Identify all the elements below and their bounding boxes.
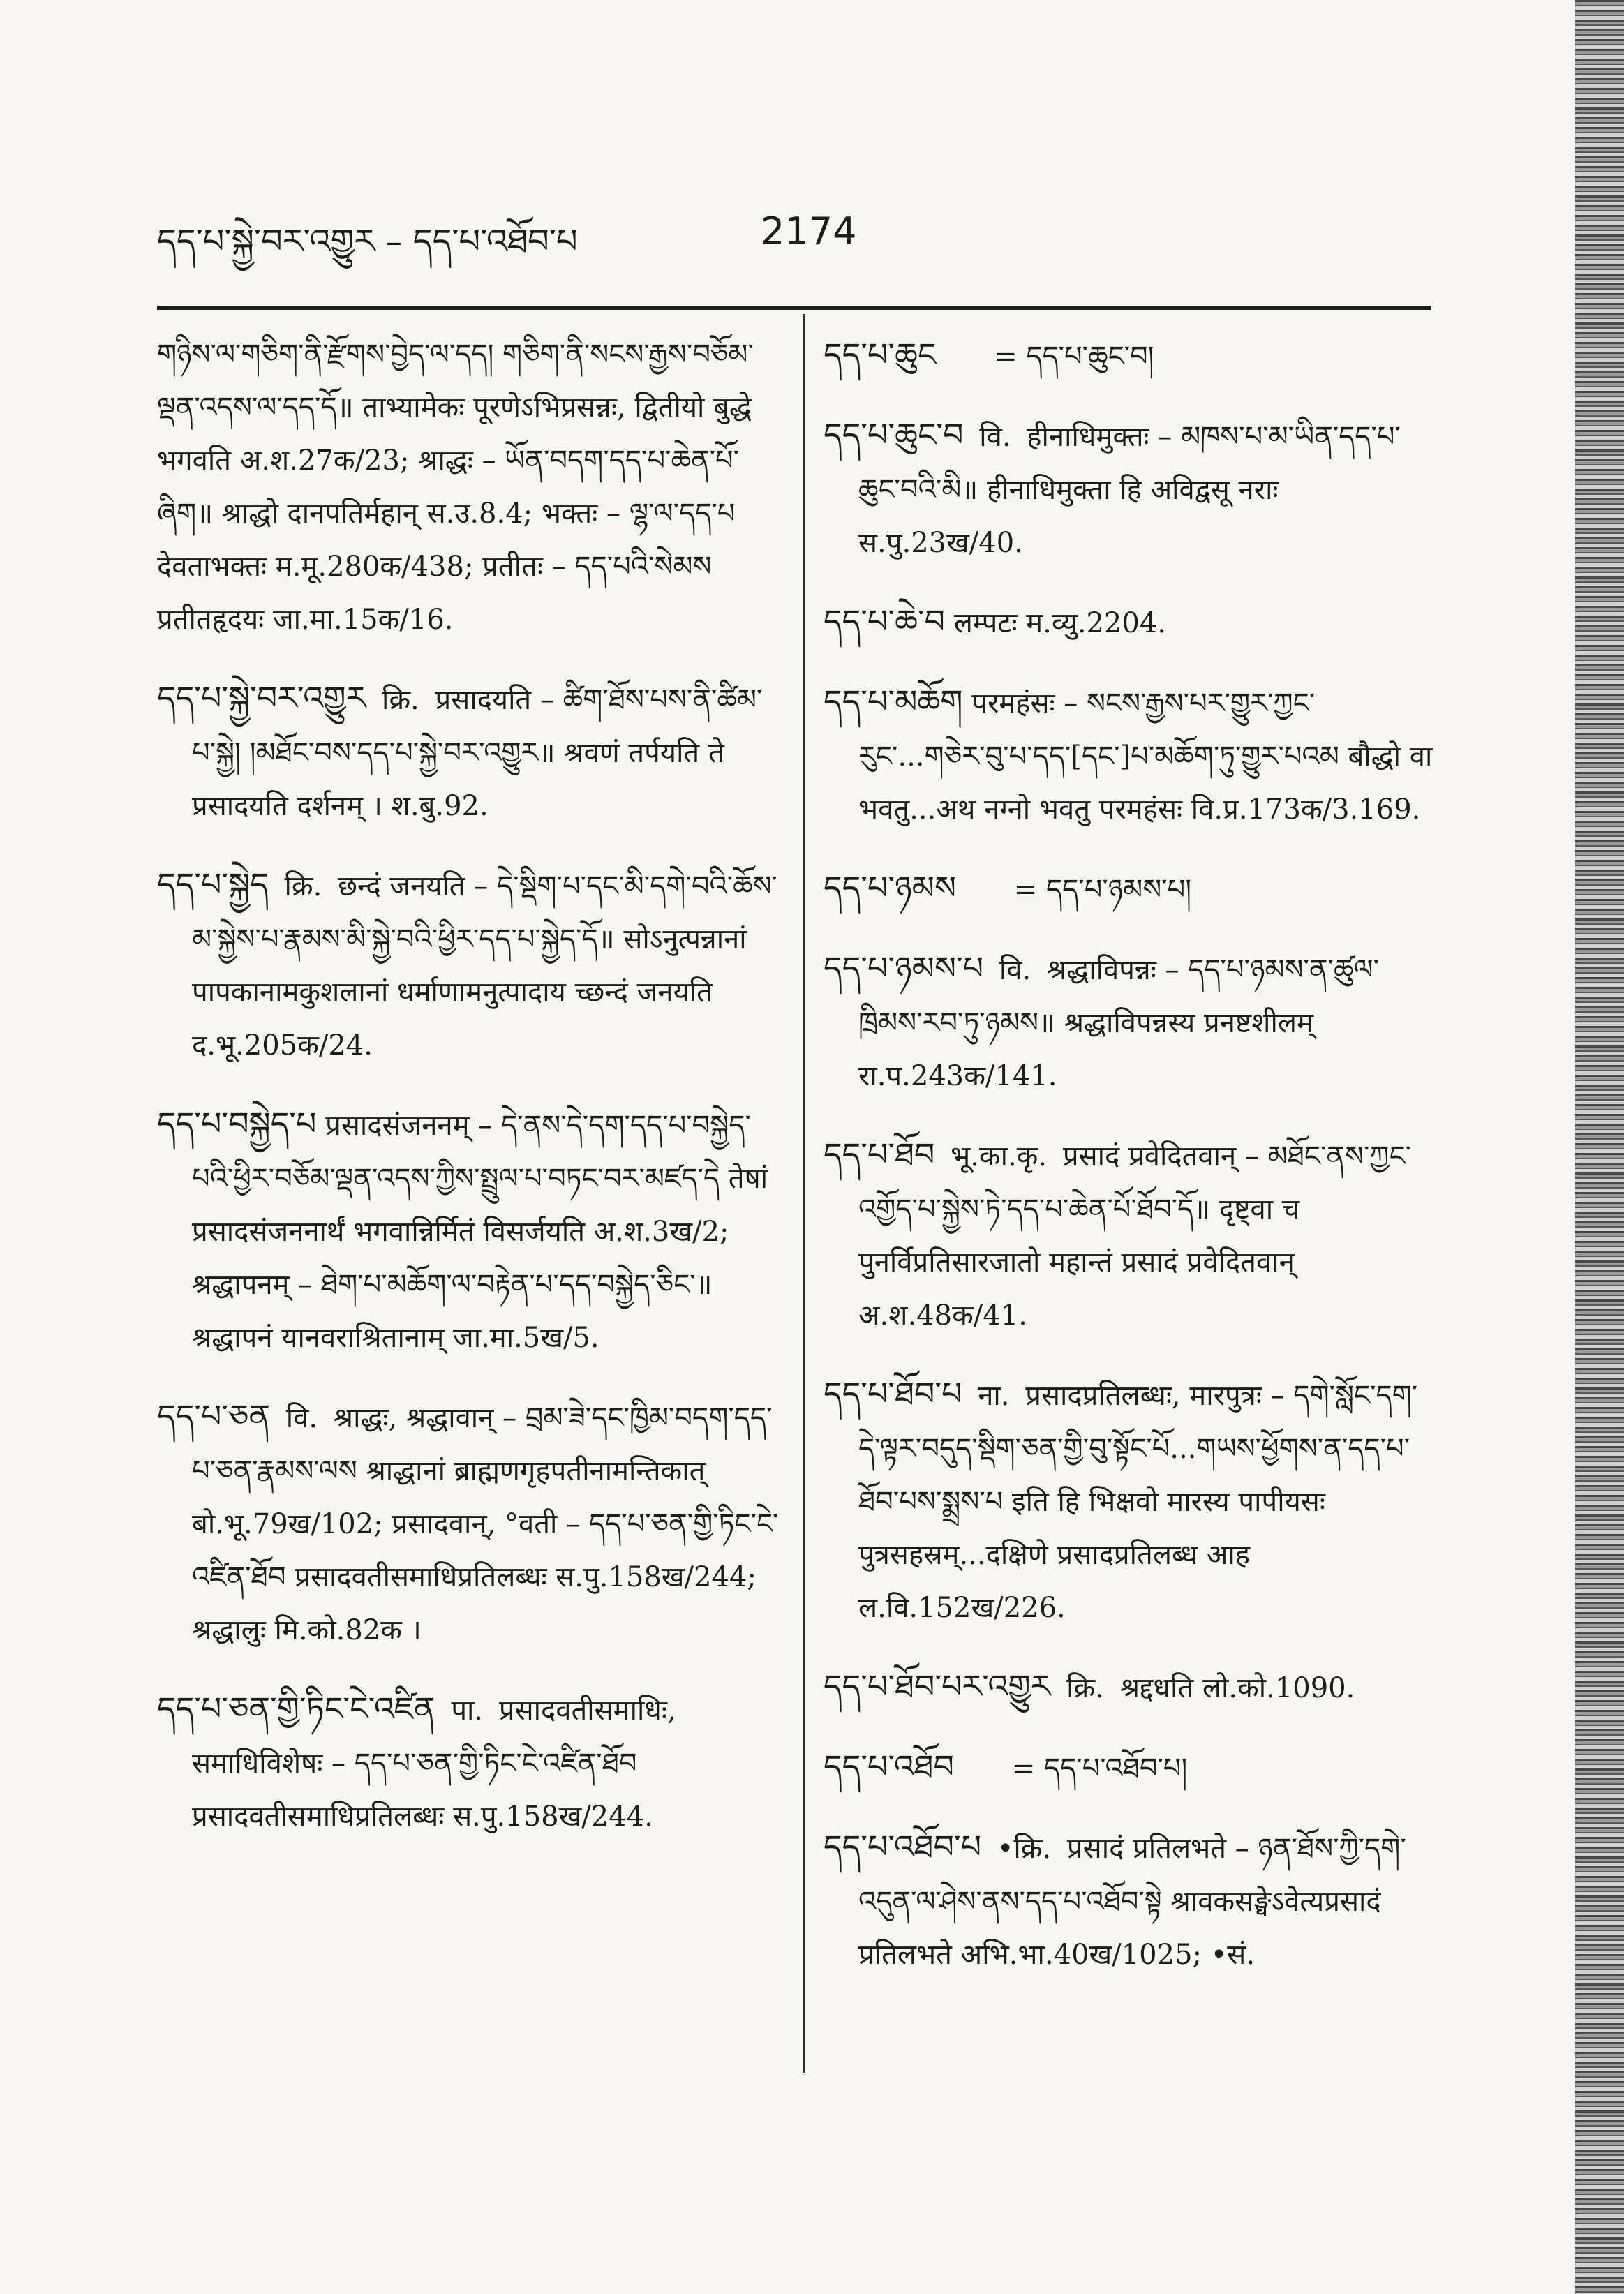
entry-text: श्रद्दधति लो.को.1090.: [1119, 1672, 1355, 1704]
entry-cross-reference: = དད་པ་ཉམས་པ།: [1013, 874, 1192, 906]
entry-grammar: वि.: [979, 421, 1011, 453]
dictionary-entry: [157, 671, 785, 833]
entry-text: श्राद्धः, श्रद्धावान् – བྲམ་ཟེ་དང་ཁྱིམ་བདག་དད་པ་ཅན་རྣམས་ལས श्राद्धानां ब्राह्मणगृहपतीनामन्तिकात् बो.भू.79ख/102; प्रसादवान्, °वती – དད་པ་ཅན་གྱི་ཏིང་ངེ་འཛིན་ཐོབ प्रसादवतीसमाधिप्रतिलब्धः स.पु.158ख/244; श्रद्धालुः मि.को.82क ।: [192, 1402, 779, 1646]
page-edge-shadow: [1575, 0, 1624, 2294]
entry-headword: དད་པ་འཐོབ་པ: [824, 1828, 982, 1865]
dictionary-entry: [157, 858, 785, 1072]
entry-headword: དད་པ་ཆུང་བ: [824, 416, 964, 454]
entry-grammar: भू.का.कृ.: [951, 1140, 1048, 1172]
entry-text: प्रसादप्रतिलब्धः, मारपुत्रः – དགེ་སློང་དག་དེ་ལྟར་བདུད་སྡིག་ཅན་གྱི་བུ་སྟོང་པོ...གཡས་ཕྱོགས་ན་དད་པ་ཐོབ་པས་སྨྲས་པ इति हि भिक्षवो मारस्य पापीयसः पुत्रसहस्रम्...दक्षिणे प्रसादप्रतिलब्ध आह ल.वि.152ख/226.: [858, 1380, 1418, 1624]
dictionary-entry: [157, 328, 785, 646]
entry-cross-reference: = དད་པ་འཐོབ་པ།: [1011, 1752, 1188, 1785]
entry-headword: དད་པ་མཆོག: [824, 683, 963, 720]
dictionary-entry: [157, 1097, 785, 1364]
entry-text: लम्पटः म.व्यु.2204.: [953, 607, 1166, 639]
entry-text: छन्दं जनयति – དེ་སྡིག་པ་དང་མི་དགེ་བའི་ཆོས་མ་སྐྱེས་པ་རྣམས་མི་སྐྱེ་བའི་ཕྱིར་དད་པ་སྐྱེད་དོ॥ सोऽनुत्पन्नानां पापकानामकुशलानां धर्माणामनुत्पादाय च्छन्दं जनयति द.भू.205क/24.: [192, 870, 777, 1062]
entry-headword: དད་པ་བསྐྱེད་པ: [157, 1105, 317, 1142]
entry-text: श्रद्धाविपन्नः – དད་པ་ཉམས་ན་ཚུལ་ཁྲིམས་རབ་ཏུ་ཉམས॥ श्रद्धाविपन्नस्य प्रनष्टशीलम् रा.प.243क/141.: [858, 954, 1380, 1092]
dictionary-entry: [824, 941, 1438, 1103]
left-column: [157, 328, 785, 1868]
entry-grammar: क्रि.: [381, 684, 419, 716]
entry-headword: དད་པ་ཐོབ་པ: [824, 1375, 962, 1413]
entry-grammar: क्रि.: [284, 870, 322, 902]
entry-text: परमहंसः – སངས་རྒྱས་པར་གྱུར་ཀྱང་རུང་...གཅེར་བུ་པ་དད་[དང་]པ་མཆོག་ཏུ་གྱུར་པའམ बौद्धो वा भवतु...अथ नग्नो भवतु परमहंसः वि.प्र.173क/3.169.: [858, 687, 1433, 826]
entry-grammar: वि.: [999, 954, 1031, 986]
page-number: 2174: [761, 209, 857, 253]
entry-headword: དད་པ་ཅན་གྱི་ཏིང་ངེ་འཛིན: [157, 1690, 435, 1727]
running-head: དད་པ་སྐྱེ་བར་འགྱུར – དད་པ་འཐོབ་པ: [157, 222, 578, 261]
entry-headword: དད་པ་ཆེ་བ: [824, 602, 945, 640]
entry-text: हीनाधिमुक्तः – མཁས་པ་མ་ཡིན་དད་པ་ཆུང་བའི་མི॥ हीनाधिमुक्ता हि अविद्वसू नराः स.पु.23ख/40.: [858, 421, 1401, 559]
entry-headword: དད་པ་ཐོབ: [824, 1135, 935, 1173]
entry-grammar: •क्रि.: [997, 1833, 1052, 1865]
entry-headword: དད་པ་ཆུང: [824, 336, 937, 373]
entry-grammar: क्रि.: [1066, 1672, 1104, 1704]
dictionary-entry: [824, 1660, 1438, 1715]
entry-cross-reference: = དད་པ་ཆུང་བ།: [994, 341, 1154, 373]
column-divider: [803, 314, 805, 2073]
entry-text: प्रसादयति – ཚིག་ཐོས་པས་ནི་ཚིམ་པ་སྐྱེ། །མཐོང་བས་དད་པ་སྐྱེ་བར་འགྱུར॥ श्रवणं तर्पयति ते प्रसादयति दर्शनम् । श.बु.92.: [192, 684, 763, 822]
entry-headword: དད་པ་སྐྱེ་བར་འགྱུར: [157, 679, 366, 717]
entry-headword: དད་པ་འཐོབ: [824, 1748, 954, 1785]
entry-headword: དད་པ་ཉམས: [824, 869, 957, 907]
entry-grammar: पा.: [451, 1695, 484, 1727]
dictionary-entry: [824, 328, 1438, 383]
entry-headword: དད་པ་ཐོབ་པར་འགྱུར: [824, 1667, 1051, 1705]
entry-text: प्रसादं प्रतिलभते – ཉན་ཐོས་ཀྱི་དགེ་འདུན་ལ་ཤེས་ནས་དད་པ་འཐོབ་སྟེ श्रावकसङ्घेऽवेत्यप्रसादं प्रतिलभते अभि.भा.40ख/1025; •सं.: [858, 1833, 1406, 1971]
entry-headword: དད་པ་སྐྱེད: [157, 865, 269, 903]
header-rule: [157, 306, 1431, 310]
entry-grammar: वि.: [285, 1402, 318, 1434]
dictionary-entry: [824, 675, 1438, 836]
dictionary-entry: [824, 861, 1438, 916]
entry-text: प्रसादं प्रवेदितवान् – མཐོང་ནས་ཀྱང་འགྱོད་པ་སྐྱེས་ཏེ་དད་པ་ཆེན་པོ་ཐོབ་དོ॥ दृष्ट्वा च पुनर्विप्रतिसारजातो महान्तं प्रसादं प्रवेदितवान् अ.श.48क/41.: [858, 1140, 1412, 1332]
entry-text: གཉིས་ལ་གཅིག་ནི་རྫོགས་བྱེད་ལ་དད། གཅིག་ནི་སངས་རྒྱས་བཅོམ་ལྡན་འདས་ལ་དད་དོ॥ ताभ्यामेकः पूरणेऽभिप्रसन्नः, द्वितीयो बुद्धे भगवति अ.श.27क/23; श्राद्धः – ཡོན་བདག་དད་པ་ཆེན་པོ་ཞིག॥ श्राद्धो दानपतिर्महान् स.उ.8.4; भक्तः – ལྷ་ལ་དད་པ देवताभक्तः म.मू.280क/438; प्रतीतः – དད་པའི་སེམས प्रतीतहृदयः जा.मा.15क/16.: [157, 338, 754, 636]
dictionary-entry: [824, 1128, 1438, 1342]
dictionary-entry: [824, 1367, 1438, 1634]
right-column: [824, 328, 1438, 2006]
dictionary-entry: [157, 1390, 785, 1657]
entry-headword: དད་པ་ཉམས་པ: [824, 949, 984, 987]
dictionary-entry: [824, 595, 1438, 650]
dictionary-entry: [824, 1740, 1438, 1795]
entry-text: प्रसादवतीसमाधिः, समाधिविशेषः – དད་པ་ཅན་གྱི་ཏིང་ངེ་འཛིན་ཐོབ प्रसादवतीसमाधिप्रतिलब्धः स.पु.158ख/244.: [192, 1695, 676, 1833]
dictionary-entry: [824, 408, 1438, 569]
dictionary-entry: [157, 1682, 785, 1843]
entry-text: प्रसादसंजननम् – དེ་ནས་དེ་དག་དད་པ་བསྐྱེད་པའི་ཕྱིར་བཅོམ་ལྡན་འདས་ཀྱིས་སྤྲུལ་པ་བཏང་བར་མཛད་དེ तेषां प्रसादसंजननार्थं भगवान्निर्मितं विसर्जयति अ.श.3ख/2; श्रद्धापनम् – ཐེག་པ་མཆོག་ལ་བརྟེན་པ་དད་བསྐྱེད་ཅིང་॥ श्रद्धापनं यानवराश्रितानाम् जा.मा.5ख/5.: [192, 1110, 768, 1354]
dictionary-entry: [824, 1820, 1438, 1981]
entry-grammar: ना.: [978, 1380, 1010, 1412]
entry-headword: དད་པ་ཅན: [157, 1397, 271, 1435]
